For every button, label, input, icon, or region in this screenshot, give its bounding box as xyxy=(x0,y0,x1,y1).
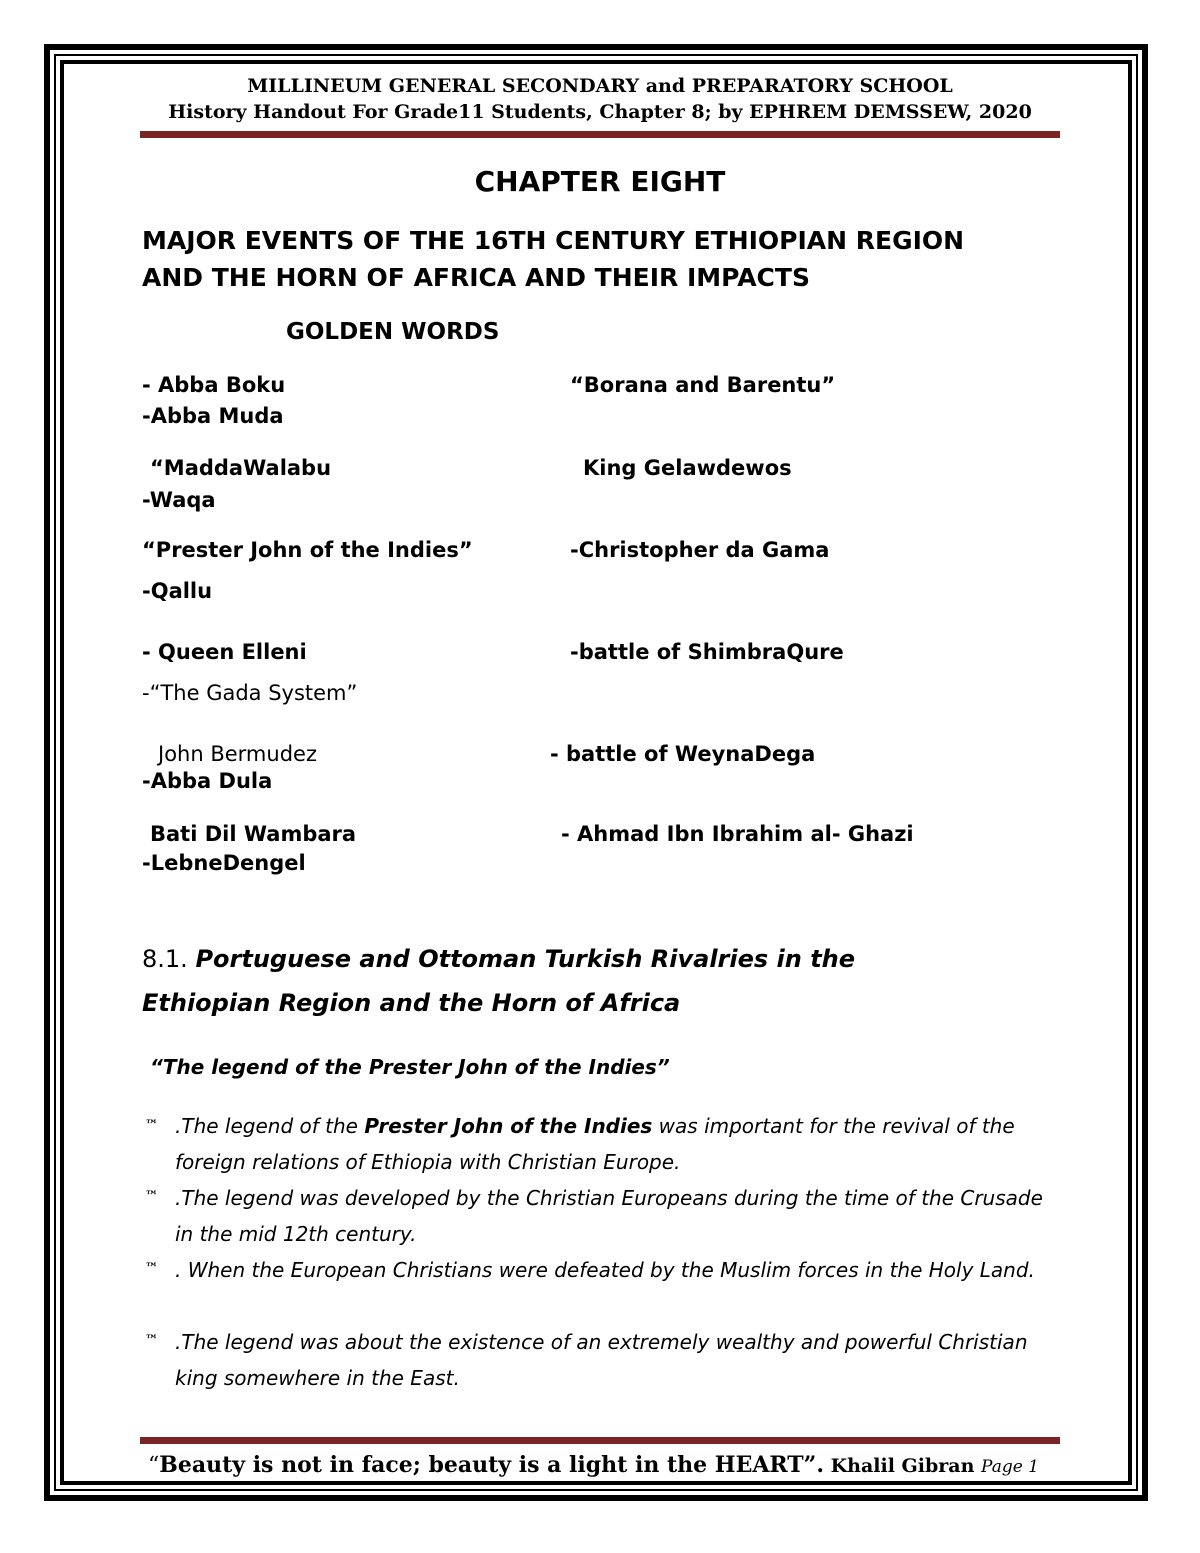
term-john-bermudez: John Bermudez xyxy=(158,742,317,766)
bullet-1-text-start: .The legend of the xyxy=(175,1114,365,1138)
term-gada-system: -“The Gada System” xyxy=(142,681,358,705)
term-queen-elleni: - Queen Elleni xyxy=(142,640,307,664)
term-christopher-da-gama: -Christopher da Gama xyxy=(570,538,830,562)
bullet-mark: ™ xyxy=(145,1261,158,1276)
major-title-line2: AND THE HORN OF AFRICA AND THEIR IMPACTS xyxy=(142,263,810,292)
page-number: Page 1 xyxy=(981,1457,1039,1477)
bullet-item-1 xyxy=(175,1108,1045,1180)
term-borana-barentu: “Borana and Barentu” xyxy=(570,373,836,397)
section-title-line2: Ethiopian Region and the Horn of Africa xyxy=(142,989,681,1017)
term-waqa: -Waqa xyxy=(142,488,216,512)
footer-rule xyxy=(140,1437,1060,1444)
bullet-1-text-end: was important for the revival of the foreign relations of Ethiopia with Christian Europe. xyxy=(175,1114,1015,1174)
golden-words-heading: GOLDEN WORDS xyxy=(286,319,500,345)
footer-author: Khalil Gibran xyxy=(824,1455,982,1477)
term-king-gelawdewos: King Gelawdewos xyxy=(583,456,792,480)
term-abba-muda: -Abba Muda xyxy=(142,404,284,428)
bullet-mark: ™ xyxy=(145,1118,158,1133)
section-heading-line1 xyxy=(142,945,855,973)
term-qallu: -Qallu xyxy=(142,579,213,603)
bullet-item-2: .The legend was developed by the Christian Europeans during the time of the Crusade in the mid 12th century. xyxy=(175,1186,1043,1246)
term-madda-walabu: “MaddaWalabu xyxy=(150,456,332,480)
term-lebne-dengel: -LebneDengel xyxy=(142,851,306,875)
term-abba-boku: - Abba Boku xyxy=(142,373,286,397)
term-prester-john: “Prester John of the Indies” xyxy=(142,538,473,562)
footer xyxy=(148,1452,1039,1478)
section-number: 8.1. xyxy=(142,945,196,973)
chapter-title: CHAPTER EIGHT xyxy=(474,165,726,198)
header-rule xyxy=(140,131,1060,138)
term-abba-dula: -Abba Dula xyxy=(142,769,273,793)
legend-heading: “The legend of the Prester John of the Indies” xyxy=(150,1055,670,1079)
footer-quote: Beauty is not in face; beauty is a light in the HEART”. xyxy=(159,1452,824,1478)
bullet-item-4: .The legend was about the existence of an extremely wealthy and powerful Christian king somewhere in the East. xyxy=(175,1330,1028,1390)
handout-subtitle: History Handout For Grade11 Students, Chapter 8; by EPHREM DEMSSEW, 2020 xyxy=(168,101,1032,123)
term-battle-shimbra-qure: -battle of ShimbraQure xyxy=(570,640,844,664)
bullet-mark: ™ xyxy=(145,1333,158,1348)
bullet-mark: ™ xyxy=(145,1189,158,1204)
section-title-line1: Portuguese and Ottoman Turkish Rivalries in the xyxy=(195,945,856,973)
school-name: MILLINEUM GENERAL SECONDARY and PREPARATORY SCHOOL xyxy=(247,75,953,97)
bullet-1-emphasis: Prester John of the Indies xyxy=(364,1114,653,1138)
term-ahmad-ibn-ibrahim: - Ahmad Ibn Ibrahim al- Ghazi xyxy=(561,822,914,846)
term-bati-dil-wambara: Bati Dil Wambara xyxy=(150,822,357,846)
footer-quote-open: “ xyxy=(148,1453,160,1478)
major-title-line1: MAJOR EVENTS OF THE 16TH CENTURY ETHIOPIAN REGION xyxy=(142,226,965,255)
bullet-item-3: . When the European Christians were defeated by the Muslim forces in the Holy Land. xyxy=(175,1258,1035,1282)
term-battle-weyna-dega: - battle of WeynaDega xyxy=(550,742,816,766)
